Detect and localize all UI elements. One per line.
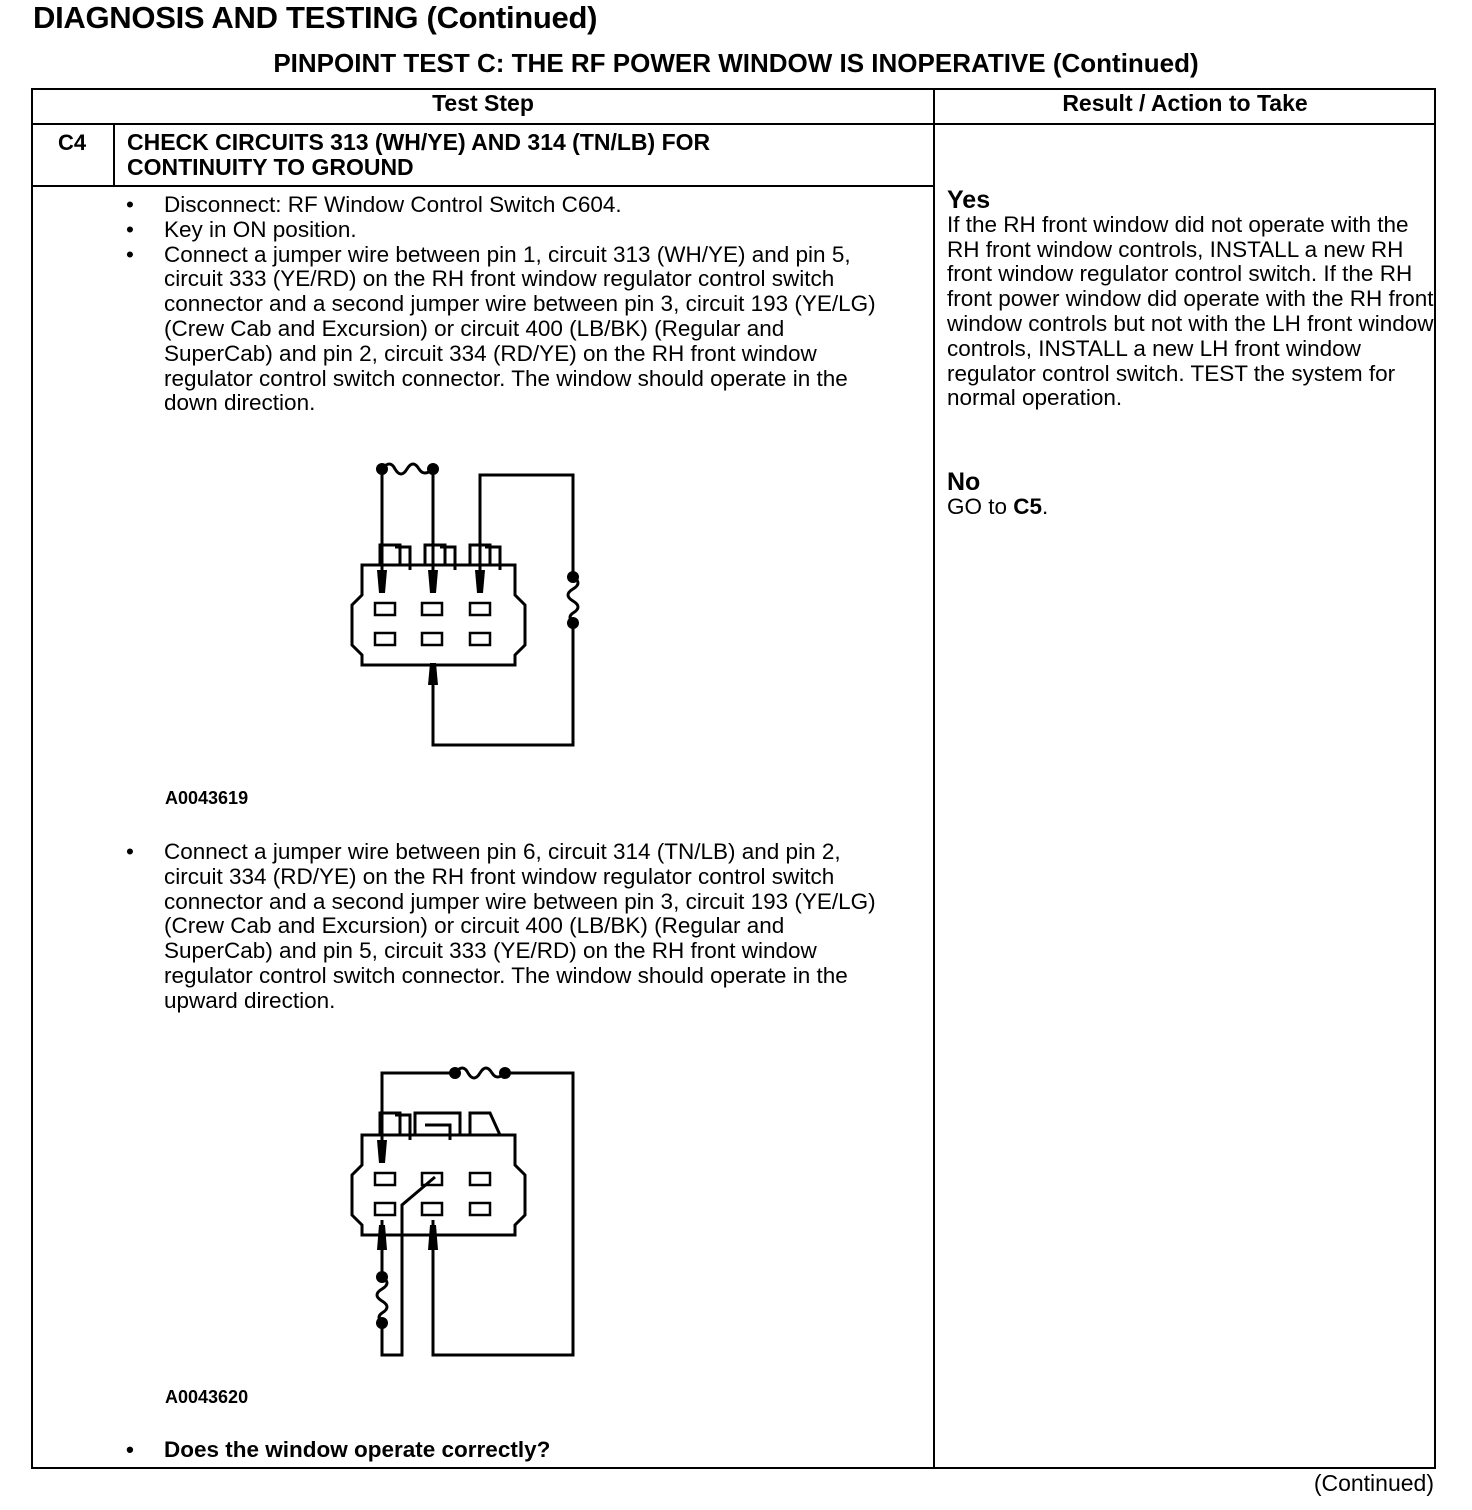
result-yes (947, 188, 1435, 411)
yes-action: If the RH front window did not operate with the RH front window controls, INSTALL a new RH front window regulator control switch. If the RH front power window did operate with the RH front window controls but not with the LH front window controls, INSTALL a new LH front window regulator control switch. TEST the system for normal operation. (947, 211, 1434, 411)
step-id: C4 (57, 130, 87, 155)
list-item: • Key in ON position. (126, 218, 894, 243)
step-title: CHECK CIRCUITS 313 (WH/YE) AND 314 (TN/LB) FOR CONTINUITY TO GROUND (127, 129, 711, 180)
figure-id-b: A0043620 (165, 1387, 249, 1407)
col-header-result: Result / Action to Take (1062, 90, 1308, 116)
step-title-rule (31, 185, 934, 187)
step-instructions-a (126, 193, 894, 416)
column-divider (933, 88, 935, 1469)
connector-diagram-down (340, 455, 590, 755)
col-header-test-step: Test Step (432, 90, 534, 116)
list-item: • Connect a jumper wire between pin 1, circuit 313 (WH/YE) and pin 5, circuit 333 (YE/RD) on the RH front window regulator control switch connector and a second jumper wire between pin 3, circuit 193 (YE/LG) (Crew Cab and Excursion) or circuit 400 (LB/BK) (Regular and SuperCab) and pin 2, circuit 334 (RD/YE) on the RH front window regulator control switch connector. The window should operate in the down direction. (126, 243, 894, 417)
step-instructions-b (126, 840, 894, 1014)
step-question (126, 1438, 894, 1463)
list-item: • Connect a jumper wire between pin 6, circuit 314 (TN/LB) and pin 2, circuit 334 (RD/YE) on the RH front window regulator control switch connector and a second jumper wire between pin 3, circuit 193 (YE/LG) (Crew Cab and Excursion) or circuit 400 (LB/BK) (Regular and SuperCab) and pin 5, circuit 333 (YE/RD) on the RH front window regulator control switch connector. The window should operate in the upward direction. (126, 840, 894, 1014)
pinpoint-test-title: PINPOINT TEST C: THE RF POWER WINDOW IS INOPERATIVE (Continued) (273, 48, 1199, 78)
header-rule (31, 123, 1436, 125)
question-text: • Does the window operate correctly? (126, 1438, 894, 1463)
step-id-divider (113, 124, 115, 186)
figure-id-a: A0043619 (165, 788, 249, 808)
no-action: GO to C5. (947, 493, 1049, 519)
result-no (947, 470, 1435, 520)
connector-diagram-up (340, 1055, 590, 1360)
list-item: • Disconnect: RF Window Control Switch C604. (126, 193, 894, 218)
yes-label: Yes (947, 186, 991, 214)
no-label: No (947, 468, 981, 496)
continued-footer: (Continued) (1313, 1470, 1434, 1496)
page-title: DIAGNOSIS AND TESTING (Continued) (33, 0, 598, 35)
